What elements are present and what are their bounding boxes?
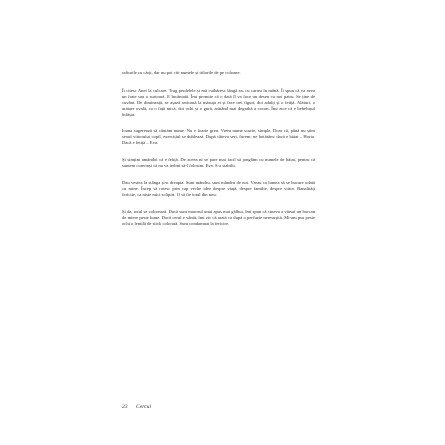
paragraph: rafturile cu cărți, dar nu pot citi numele și titlurile de pe coloane.	[122, 70, 241, 75]
page-footer	[122, 404, 151, 410]
running-title: Cercul	[136, 404, 152, 410]
body-text	[122, 70, 315, 237]
paragraph: Dau vestea la stânga și-n dreapta. Sunt mândru, sunt mândru de noi. Vreau ca lumea să se bucure odată cu mine. Încep să rotesc prin cap veche idee despre viață, despre familie, despre viitor. Banalități fericite, ca niște mici sclipiri. O să fie totul din nou.	[122, 179, 315, 197]
page-number: 23	[122, 404, 128, 410]
paragraph: Ioana sugerează să căutăm nume. Nu e foarte greu. Vrem nume scurte, simple. Doar că, până nu știm sexul viitorului copil, exercițiul se dublează. După câteva seri, facem: ne hotărâm: dacă e băiat – Horia. Dacă e fetiță – Eva.	[122, 128, 315, 146]
paragraph: Și simțim amândoi că e fetiță. De aceea ni se pare mai facil să jonglăm cu numele de băiat, pentru că suntem convinși că nu va trebui să-l folosim. Eva. S-a stabilit.	[122, 157, 315, 169]
paragraph: Și da, totul se colorează. Dacă sunt marorul unui apus mai gălbui, îmi spun că cineva a vărsat un borcan de miere peste lume. Dacă cerul e vânăt, îmi zic că arată ca după o perfuzie neresușită. Mi-am pus peste ochi o lentilă de stick colorată. Sunt condamnat la fericire.	[122, 208, 315, 226]
paragraph: Îi citesc Anei la culcare. Trag perdelele și mă cuibăresc lângă ea, cu cartea în mână. Îi spun că va avea un frate sau o surioară. E încântată. Îmi promite că o dată îl va face un desen cu noi patru. Se ține de cuvânt. De dimineață, se așază serioasă la măsuța ei și face trei figuri, doi adulți și o fetiță. Alături, o arătare ovală, ca o față mică, doi ochi și o gură, arătând mai degrabă a cocon. Îmi zice că e bebelușul înfășat.	[122, 87, 315, 117]
